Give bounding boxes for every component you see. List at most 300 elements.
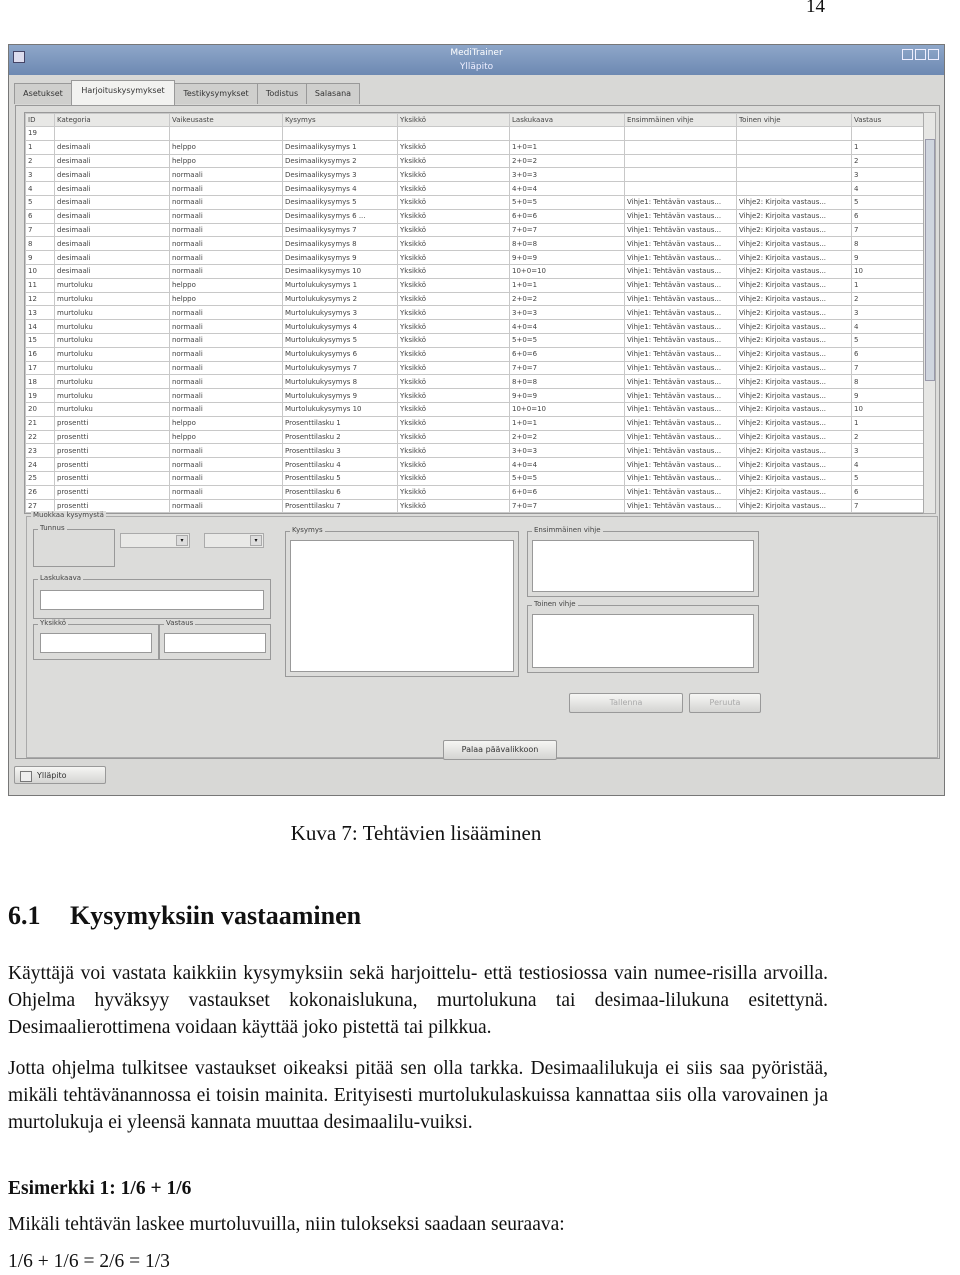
first-hint-textarea[interactable]	[532, 540, 754, 592]
table-cell: Yksikkö	[398, 182, 510, 196]
table-cell: Vihje1: Tehtävän vastaus...	[625, 458, 737, 472]
table-cell: 21	[26, 416, 55, 430]
table-cell: Murtolukukysymys 2	[283, 292, 398, 306]
table-cell: 18	[26, 375, 55, 389]
table-row[interactable]	[26, 264, 924, 278]
table-cell: 1	[852, 416, 924, 430]
table-cell	[170, 127, 283, 141]
table-cell: Yksikkö	[398, 375, 510, 389]
table-cell: Yksikkö	[398, 264, 510, 278]
yksikko-label: Yksikkö	[40, 619, 67, 627]
tab-todistus[interactable]: Todistus	[257, 83, 307, 104]
table-row[interactable]	[26, 375, 924, 389]
table-cell: 1	[852, 278, 924, 292]
table-cell: Vihje1: Tehtävän vastaus...	[625, 485, 737, 499]
example-equation: 1/6 + 1/6 = 2/6 = 1/3	[8, 1251, 170, 1272]
table-cell: Vihje2: Kirjoita vastaus...	[737, 223, 852, 237]
table-cell: 14	[26, 320, 55, 334]
table-cell: Vihje2: Kirjoita vastaus...	[737, 209, 852, 223]
table-cell: Vihje1: Tehtävän vastaus...	[625, 430, 737, 444]
maximize-icon[interactable]	[915, 49, 926, 60]
table-cell: 5	[26, 195, 55, 209]
second-hint-group	[527, 600, 759, 673]
table-cell: Vihje2: Kirjoita vastaus...	[737, 402, 852, 416]
table-cell: normaali	[170, 471, 283, 485]
table-cell: Vihje1: Tehtävän vastaus...	[625, 375, 737, 389]
table-cell: prosentti	[55, 458, 170, 472]
table-cell: Vihje2: Kirjoita vastaus...	[737, 499, 852, 513]
table-cell: 3	[26, 168, 55, 182]
table-cell: Desimaalikysymys 5	[283, 195, 398, 209]
table-cell: Vihje1: Tehtävän vastaus...	[625, 416, 737, 430]
table-cell: 3+0=3	[510, 444, 625, 458]
table-row[interactable]	[26, 127, 924, 141]
window-icon	[20, 771, 32, 782]
edit-legend: Muokkaa kysymystä	[33, 511, 104, 519]
table-cell: 1+0=1	[510, 416, 625, 430]
table-cell: murtoluku	[55, 320, 170, 334]
table-cell: Vihje2: Kirjoita vastaus...	[737, 292, 852, 306]
table-cell	[625, 182, 737, 196]
table-cell: 7	[852, 361, 924, 375]
table-cell: Vihje2: Kirjoita vastaus...	[737, 471, 852, 485]
table-cell: 26	[26, 485, 55, 499]
table-cell: 1+0=1	[510, 140, 625, 154]
vastaus-input[interactable]	[164, 633, 266, 653]
table-cell: Murtolukukysymys 4	[283, 320, 398, 334]
table-cell: 16	[26, 347, 55, 361]
table-cell: Vihje2: Kirjoita vastaus...	[737, 389, 852, 403]
table-cell: murtoluku	[55, 389, 170, 403]
table-cell: normaali	[170, 182, 283, 196]
table-cell: Vihje2: Kirjoita vastaus...	[737, 278, 852, 292]
taskbar-item[interactable]	[14, 766, 106, 784]
table-cell: Vihje2: Kirjoita vastaus...	[737, 458, 852, 472]
table-cell: Murtolukukysymys 6	[283, 347, 398, 361]
table-cell: 12	[26, 292, 55, 306]
table-cell: Yksikkö	[398, 195, 510, 209]
table-cell: Vihje2: Kirjoita vastaus...	[737, 333, 852, 347]
table-cell: 4+0=4	[510, 320, 625, 334]
chevron-down-icon: ▾	[176, 535, 188, 546]
table-cell: Yksikkö	[398, 416, 510, 430]
table-row[interactable]	[26, 320, 924, 334]
table-cell: Vihje1: Tehtävän vastaus...	[625, 471, 737, 485]
table-cell: desimaali	[55, 182, 170, 196]
table-cell: Vihje2: Kirjoita vastaus...	[737, 430, 852, 444]
table-cell: Desimaalikysymys 8	[283, 237, 398, 251]
table-cell: prosentti	[55, 444, 170, 458]
table-cell: 2+0=2	[510, 154, 625, 168]
table-cell: 4+0=4	[510, 458, 625, 472]
table-cell	[625, 140, 737, 154]
table-cell: 2	[852, 154, 924, 168]
table-cell: Vihje1: Tehtävän vastaus...	[625, 278, 737, 292]
table-cell: Desimaalikysymys 1	[283, 140, 398, 154]
table-cell: normaali	[170, 389, 283, 403]
table-cell: Desimaalikysymys 4	[283, 182, 398, 196]
table-cell: Vihje1: Tehtävän vastaus...	[625, 223, 737, 237]
table-cell: Murtolukukysymys 9	[283, 389, 398, 403]
table-cell: 4	[852, 182, 924, 196]
table-cell: normaali	[170, 306, 283, 320]
table-cell: 2+0=2	[510, 430, 625, 444]
table-cell: Yksikkö	[398, 333, 510, 347]
table-row[interactable]	[26, 361, 924, 375]
tab-asetukset[interactable]: Asetukset	[14, 83, 72, 104]
table-cell: Vihje1: Tehtävän vastaus...	[625, 320, 737, 334]
table-cell: Vihje2: Kirjoita vastaus...	[737, 444, 852, 458]
table-cell: 8	[26, 237, 55, 251]
table-cell: 8+0=8	[510, 375, 625, 389]
table-cell	[737, 127, 852, 141]
table-row[interactable]	[26, 499, 924, 513]
table-row[interactable]	[26, 333, 924, 347]
table-cell: 7+0=7	[510, 223, 625, 237]
table-cell: 7	[26, 223, 55, 237]
column-header[interactable]: Kysymys	[283, 114, 398, 127]
table-cell: 2	[852, 292, 924, 306]
table-cell: Vihje1: Tehtävän vastaus...	[625, 209, 737, 223]
table-row[interactable]	[26, 195, 924, 209]
table-row[interactable]	[26, 140, 924, 154]
table-cell: 11	[26, 278, 55, 292]
table-cell: Yksikkö	[398, 168, 510, 182]
table-cell: normaali	[170, 361, 283, 375]
table-cell: normaali	[170, 237, 283, 251]
table-row[interactable]	[26, 458, 924, 472]
paragraph-2: Jotta ohjelma tulkitsee vastaukset oikeaksi pitää sen olla tarkka. Desimaalilukuja ei siis saa pyöristää, mikäli tehtävänannossa ei toisin mainita. Erityisesti murtolukulaskuissa kannattaa siis olla varovainen ja murtolukuja ei yleensä kannata muuttaa desimaalilu-vuiksi.	[8, 1058, 828, 1133]
column-header[interactable]: Kategoria	[55, 114, 170, 127]
table-cell: normaali	[170, 223, 283, 237]
table-cell: Vihje1: Tehtävän vastaus...	[625, 306, 737, 320]
table-cell: 4+0=4	[510, 182, 625, 196]
table-cell: Vihje2: Kirjoita vastaus...	[737, 264, 852, 278]
scrollbar-thumb[interactable]	[925, 139, 935, 381]
table-cell: Vihje1: Tehtävän vastaus...	[625, 333, 737, 347]
table-cell: Vihje2: Kirjoita vastaus...	[737, 485, 852, 499]
vastaus-group	[159, 619, 271, 660]
difficulty-select[interactable]	[204, 533, 264, 548]
table-cell	[737, 154, 852, 168]
table-cell: 8+0=8	[510, 237, 625, 251]
taskbar-item-label: Ylläpito	[37, 771, 67, 780]
table-cell: Yksikkö	[398, 278, 510, 292]
table-cell: Vihje1: Tehtävän vastaus...	[625, 264, 737, 278]
table-cell: helppo	[170, 154, 283, 168]
table-cell: 3	[852, 168, 924, 182]
column-header[interactable]: Vastaus	[852, 114, 924, 127]
table-cell: Yksikkö	[398, 499, 510, 513]
laskukaava-label: Laskukaava	[40, 574, 82, 582]
column-header[interactable]: ID	[26, 114, 55, 127]
table-cell: Prosenttilasku 4	[283, 458, 398, 472]
table-cell: Murtolukukysymys 8	[283, 375, 398, 389]
table-cell: Yksikkö	[398, 223, 510, 237]
table-cell: Vihje1: Tehtävän vastaus...	[625, 499, 737, 513]
table-cell: 6+0=6	[510, 485, 625, 499]
table-cell: 10	[852, 402, 924, 416]
minimize-icon[interactable]	[902, 49, 913, 60]
column-header[interactable]: Laskukaava	[510, 114, 625, 127]
table-cell: desimaali	[55, 237, 170, 251]
table-cell: 3+0=3	[510, 306, 625, 320]
table-cell: 1+0=1	[510, 278, 625, 292]
table-cell: Yksikkö	[398, 471, 510, 485]
table-cell: murtoluku	[55, 402, 170, 416]
second-hint-textarea[interactable]	[532, 614, 754, 668]
table-cell: Vihje2: Kirjoita vastaus...	[737, 320, 852, 334]
table-cell: helppo	[170, 278, 283, 292]
tab-panel	[15, 105, 940, 759]
table-cell: 1	[852, 140, 924, 154]
kysymys-textarea[interactable]	[290, 540, 514, 672]
table-row[interactable]	[26, 251, 924, 265]
table-cell: Vihje2: Kirjoita vastaus...	[737, 306, 852, 320]
table-cell: 10	[852, 264, 924, 278]
table-cell: murtoluku	[55, 306, 170, 320]
tunnus-label: Tunnus	[40, 524, 65, 532]
table-row[interactable]	[26, 168, 924, 182]
table-cell: 10+0=10	[510, 264, 625, 278]
table-cell: normaali	[170, 209, 283, 223]
example-text: Mikäli tehtävän laskee murtoluvuilla, niin tulokseksi saadaan seuraava:	[8, 1214, 565, 1235]
tab-salasana[interactable]: Salasana	[306, 83, 360, 104]
category-select[interactable]	[120, 533, 190, 548]
table-cell: 19	[26, 127, 55, 141]
table-cell: Yksikkö	[398, 347, 510, 361]
table-cell: Vihje2: Kirjoita vastaus...	[737, 251, 852, 265]
questions-table[interactable]	[24, 112, 924, 514]
table-row[interactable]	[26, 292, 924, 306]
table-cell: Murtolukukysymys 3	[283, 306, 398, 320]
table-cell: normaali	[170, 264, 283, 278]
table-cell: Yksikkö	[398, 140, 510, 154]
table-cell: Vihje1: Tehtävän vastaus...	[625, 444, 737, 458]
table-cell	[510, 127, 625, 141]
table-row[interactable]	[26, 209, 924, 223]
table-cell: 7+0=7	[510, 361, 625, 375]
table-row[interactable]	[26, 347, 924, 361]
table-cell: Desimaalikysymys 2	[283, 154, 398, 168]
table-cell: Vihje1: Tehtävän vastaus...	[625, 195, 737, 209]
table-row[interactable]	[26, 306, 924, 320]
table-cell: 2	[26, 154, 55, 168]
table-cell: 20	[26, 402, 55, 416]
laskukaava-input[interactable]	[40, 590, 264, 610]
table-cell: 7	[852, 223, 924, 237]
window-subtitle: Ylläpito	[459, 62, 494, 72]
table-cell: 6+0=6	[510, 209, 625, 223]
table-cell: helppo	[170, 292, 283, 306]
table-cell: desimaali	[55, 195, 170, 209]
table-row[interactable]	[26, 485, 924, 499]
table-cell: Desimaalikysymys 7	[283, 223, 398, 237]
table-cell: Vihje2: Kirjoita vastaus...	[737, 347, 852, 361]
table-header-row	[26, 114, 924, 127]
table-cell: 6	[852, 485, 924, 499]
table-cell	[283, 127, 398, 141]
table-cell: 9	[852, 251, 924, 265]
table-cell: normaali	[170, 444, 283, 458]
table-row[interactable]	[26, 471, 924, 485]
table-cell: murtoluku	[55, 292, 170, 306]
table-cell: 17	[26, 361, 55, 375]
table-row[interactable]	[26, 402, 924, 416]
table-cell	[852, 127, 924, 141]
table-cell: 9	[852, 389, 924, 403]
table-cell: 19	[26, 389, 55, 403]
table-cell: Yksikkö	[398, 402, 510, 416]
table-cell: 5+0=5	[510, 195, 625, 209]
table-cell: Vihje1: Tehtävän vastaus...	[625, 292, 737, 306]
table-cell: Murtolukukysymys 1	[283, 278, 398, 292]
table-row[interactable]	[26, 182, 924, 196]
close-icon[interactable]	[928, 49, 939, 60]
table-cell: Desimaalikysymys 3	[283, 168, 398, 182]
table-cell: desimaali	[55, 223, 170, 237]
table-cell: Yksikkö	[398, 485, 510, 499]
save-button[interactable]: Tallenna	[569, 693, 683, 713]
table-cell: Vihje2: Kirjoita vastaus...	[737, 361, 852, 375]
table-cell: murtoluku	[55, 375, 170, 389]
table-cell	[625, 127, 737, 141]
table-scrollbar[interactable]	[923, 112, 936, 514]
table-cell: Murtolukukysymys 5	[283, 333, 398, 347]
table-cell: helppo	[170, 140, 283, 154]
table-row[interactable]	[26, 416, 924, 430]
table-cell: desimaali	[55, 168, 170, 182]
table-cell: Yksikkö	[398, 306, 510, 320]
table-cell: Yksikkö	[398, 154, 510, 168]
table-cell: Yksikkö	[398, 444, 510, 458]
table-cell: Yksikkö	[398, 458, 510, 472]
table-cell: Yksikkö	[398, 251, 510, 265]
table-cell: Yksikkö	[398, 361, 510, 375]
table-cell: normaali	[170, 347, 283, 361]
table-cell: prosentti	[55, 430, 170, 444]
table-row[interactable]	[26, 223, 924, 237]
table-cell: 2+0=2	[510, 292, 625, 306]
table-cell: Desimaalikysymys 6 ...	[283, 209, 398, 223]
table-cell: prosentti	[55, 499, 170, 513]
table-cell: Prosenttilasku 1	[283, 416, 398, 430]
column-header[interactable]: Ensimmäinen vihje	[625, 114, 737, 127]
edit-question-group	[26, 511, 938, 758]
table-cell: normaali	[170, 168, 283, 182]
table-cell: desimaali	[55, 140, 170, 154]
table-cell	[55, 127, 170, 141]
table-cell: 9+0=9	[510, 251, 625, 265]
title-bar	[9, 45, 944, 75]
table-row[interactable]	[26, 389, 924, 403]
table-cell: 25	[26, 471, 55, 485]
table-row[interactable]	[26, 278, 924, 292]
column-header[interactable]: Yksikkö	[398, 114, 510, 127]
table-cell: Murtolukukysymys 10	[283, 402, 398, 416]
back-to-main-menu-button[interactable]: Palaa päävalikkoon	[443, 740, 557, 760]
table-cell: 8	[852, 237, 924, 251]
table-row[interactable]	[26, 237, 924, 251]
table-cell: 5+0=5	[510, 333, 625, 347]
table-cell: Yksikkö	[398, 320, 510, 334]
table-cell: 6+0=6	[510, 347, 625, 361]
table-cell: 3+0=3	[510, 168, 625, 182]
table-cell: 5+0=5	[510, 471, 625, 485]
table-cell: 6	[26, 209, 55, 223]
example-title: Esimerkki 1: 1/6 + 1/6	[8, 1178, 192, 1199]
column-header[interactable]: Vaikeusaste	[170, 114, 283, 127]
first-hint-label: Ensimmäinen vihje	[534, 526, 601, 534]
table-cell: helppo	[170, 430, 283, 444]
table-cell: helppo	[170, 416, 283, 430]
table-cell: Yksikkö	[398, 430, 510, 444]
table-cell	[737, 168, 852, 182]
paragraph-1: Käyttäjä voi vastata kaikkiin kysymyksiin sekä harjoittelu- että testiosiossa vain numee-risilla arvoilla. Ohjelma hyväksyy vastaukset kokonaislukuna, murtolukuna tai desimaa-lilukuna esitettynä. Desimaalierottimena voidaan käyttää joko pistettä tai pilkkua.	[8, 963, 828, 1038]
app-window-screenshot	[8, 44, 945, 796]
table-cell: desimaali	[55, 264, 170, 278]
table-cell: 3	[852, 306, 924, 320]
tab-testikysymykset[interactable]: Testikysymykset	[174, 83, 258, 104]
table-cell: normaali	[170, 402, 283, 416]
table-cell: 13	[26, 306, 55, 320]
table-cell: Yksikkö	[398, 292, 510, 306]
table-cell: 6	[852, 347, 924, 361]
table-cell: Vihje1: Tehtävän vastaus...	[625, 347, 737, 361]
table-cell	[625, 154, 737, 168]
table-cell: Murtolukukysymys 7	[283, 361, 398, 375]
figure-caption: Kuva 7: Tehtävien lisääminen	[290, 821, 542, 845]
yksikko-input[interactable]	[40, 633, 152, 653]
table-cell: Prosenttilasku 7	[283, 499, 398, 513]
table-cell: 1	[26, 140, 55, 154]
first-hint-group	[527, 526, 759, 597]
table-cell: 6	[852, 209, 924, 223]
table-cell: 2	[852, 430, 924, 444]
table-cell	[737, 182, 852, 196]
table-cell: 22	[26, 430, 55, 444]
table-cell: normaali	[170, 320, 283, 334]
table-row[interactable]	[26, 430, 924, 444]
table-cell: Yksikkö	[398, 237, 510, 251]
table-cell: 10+0=10	[510, 402, 625, 416]
table-cell: 23	[26, 444, 55, 458]
table-cell: prosentti	[55, 485, 170, 499]
table-cell: desimaali	[55, 209, 170, 223]
table-cell: Vihje1: Tehtävän vastaus...	[625, 251, 737, 265]
column-header[interactable]: Toinen vihje	[737, 114, 852, 127]
table-row[interactable]	[26, 444, 924, 458]
table-cell: 24	[26, 458, 55, 472]
table-cell: Vihje2: Kirjoita vastaus...	[737, 416, 852, 430]
tunnus-group	[33, 524, 115, 567]
table-cell: 5	[852, 195, 924, 209]
table-cell: murtoluku	[55, 278, 170, 292]
page-number: 14	[806, 0, 825, 17]
tab-harjoituskysymykset[interactable]: Harjoituskysymykset	[71, 80, 175, 105]
table-cell: Yksikkö	[398, 389, 510, 403]
table-cell: 5	[852, 471, 924, 485]
window-title: MediTrainer	[450, 48, 503, 58]
table-cell	[625, 168, 737, 182]
table-cell: desimaali	[55, 251, 170, 265]
table-cell: normaali	[170, 458, 283, 472]
chevron-down-icon: ▾	[250, 535, 262, 546]
table-row[interactable]	[26, 154, 924, 168]
cancel-button[interactable]: Peruuta	[689, 693, 761, 713]
second-hint-label: Toinen vihje	[534, 600, 576, 608]
table-cell: Vihje1: Tehtävän vastaus...	[625, 237, 737, 251]
